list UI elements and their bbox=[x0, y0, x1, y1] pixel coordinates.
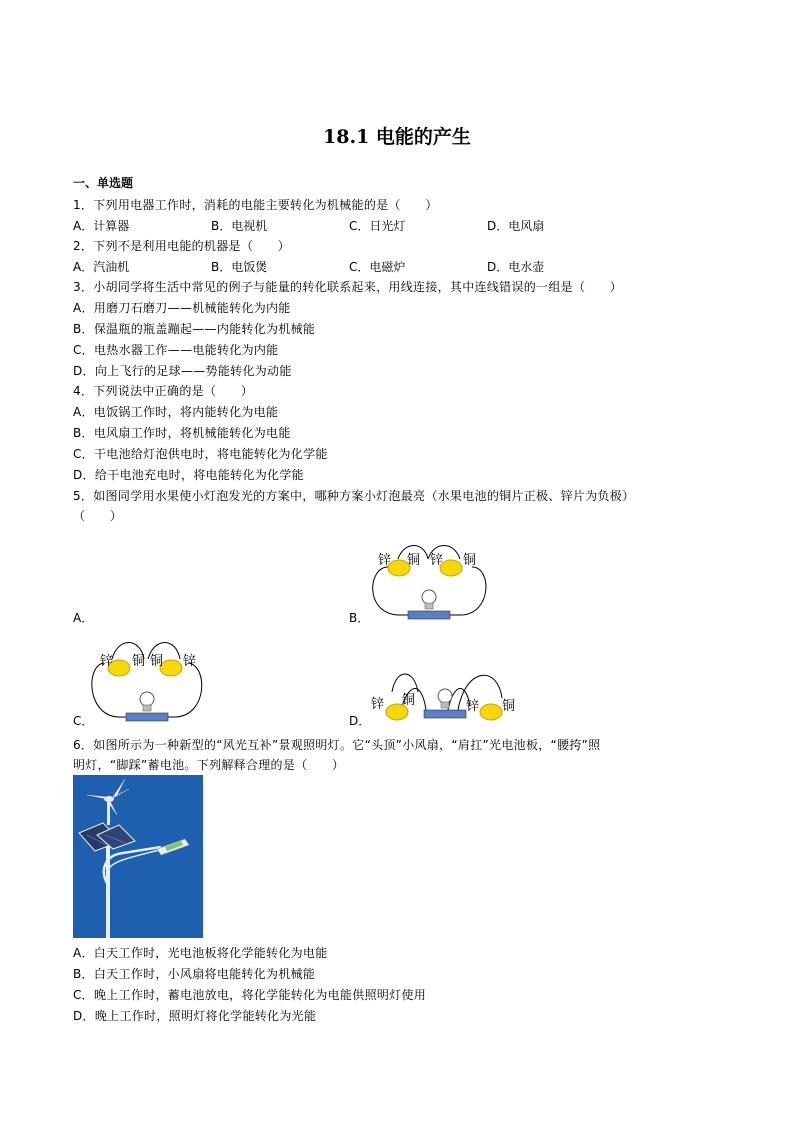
q6-option-c: C．晚上工作时，蓄电池放电，将化学能转化为电能供照明灯使用 bbox=[73, 988, 427, 1002]
q5b-copper-label-2: 铜 bbox=[463, 553, 477, 568]
question-6-stem: 6．如图所示为一种新型的“风光互补”景观照明灯。它“头顶”小风扇，“肩扛”光电池板，“腰挎”照 bbox=[73, 738, 601, 752]
q5-option-b-diagram bbox=[368, 537, 492, 623]
q5-option-b: B． bbox=[349, 611, 370, 625]
q4-option-b: B．电风扇工作时，将机械能转化为电能 bbox=[73, 426, 291, 440]
q5b-zinc-label-2: 锌 bbox=[430, 553, 444, 568]
q1-option-c: C．日光灯 bbox=[349, 219, 406, 233]
q5d-copper-label-1: 铜 bbox=[402, 693, 416, 708]
question-2-stem: 2．下列不是利用电能的机器是（ ） bbox=[73, 239, 291, 253]
q3-option-b: B．保温瓶的瓶盖蹦起——内能转化为机械能 bbox=[73, 322, 316, 336]
q2-option-b: B．电饭煲 bbox=[211, 260, 268, 274]
q3-option-d: D．向上飞行的足球——势能转化为动能 bbox=[73, 364, 292, 378]
q5d-zinc-label-2: 锌 bbox=[466, 699, 480, 714]
q5-option-c-diagram bbox=[88, 631, 212, 723]
q4-option-c: C．干电池给灯泡供电时，将电能转化为化学能 bbox=[73, 447, 328, 461]
q5d-zinc-label-1: 锌 bbox=[371, 697, 385, 712]
q2-option-d: D．电水壶 bbox=[487, 260, 545, 274]
q1-option-a: A．计算器 bbox=[73, 219, 130, 233]
question-6-stem-cont: 明灯，“脚踩”蓄电池。下列解释合理的是（ ） bbox=[73, 758, 345, 772]
q3-option-a: A．用磨刀石磨刀——机械能转化为内能 bbox=[73, 301, 291, 315]
question-5-stem-cont: （ ） bbox=[73, 509, 123, 523]
q6-option-b: B．白天工作时，小风扇将电能转化为机械能 bbox=[73, 967, 316, 981]
question-5-stem: 5．如图同学用水果使小灯泡发光的方案中，哪种方案小灯泡最亮（水果电池的铜片正极、锌片为负极） bbox=[73, 489, 635, 503]
q5c-zinc-label-1: 锌 bbox=[100, 654, 114, 669]
q1-option-d: D．电风扇 bbox=[487, 219, 545, 233]
street-lamp-image bbox=[73, 775, 203, 938]
q3-option-c: C．电热水器工作——电能转化为内能 bbox=[73, 343, 279, 357]
q1-option-b: B．电视机 bbox=[211, 219, 268, 233]
q2-option-a: A．汽油机 bbox=[73, 260, 130, 274]
section-heading: 一、单选题 bbox=[73, 176, 134, 190]
q5-option-a: A． bbox=[73, 611, 94, 625]
q6-option-a: A．白天工作时，光电池板将化学能转化为电能 bbox=[73, 946, 328, 960]
q4-option-a: A．电饭锅工作时，将内能转化为电能 bbox=[73, 405, 279, 419]
q5b-copper-label-1: 铜 bbox=[407, 553, 421, 568]
q5d-copper-label-2: 铜 bbox=[502, 699, 516, 714]
q4-option-d: D．给干电池充电时，将电能转化为化学能 bbox=[73, 468, 304, 482]
q5-option-c: C． bbox=[73, 714, 94, 728]
question-4-stem: 4．下列说法中正确的是（ ） bbox=[73, 384, 254, 398]
page-title: 18.1 电能的产生 bbox=[323, 126, 471, 148]
question-3-stem: 3．小胡同学将生活中常见的例子与能量的转化联系起来，用线连接，其中连线错误的一组是（ ） bbox=[73, 280, 623, 294]
q6-option-d: D．晚上工作时，照明灯将化学能转化为光能 bbox=[73, 1009, 317, 1023]
q5c-copper-label-2: 铜 bbox=[150, 654, 164, 669]
q5-option-d: D． bbox=[349, 714, 371, 728]
q2-option-c: C．电磁炉 bbox=[349, 260, 406, 274]
q5c-zinc-label-2: 锌 bbox=[183, 654, 197, 669]
q5c-copper-label-1: 铜 bbox=[132, 654, 146, 669]
q5-option-d-diagram bbox=[366, 662, 528, 724]
q5b-zinc-label-1: 锌 bbox=[378, 553, 392, 568]
question-1-stem: 1．下列用电器工作时，消耗的电能主要转化为机械能的是（ ） bbox=[73, 198, 438, 212]
